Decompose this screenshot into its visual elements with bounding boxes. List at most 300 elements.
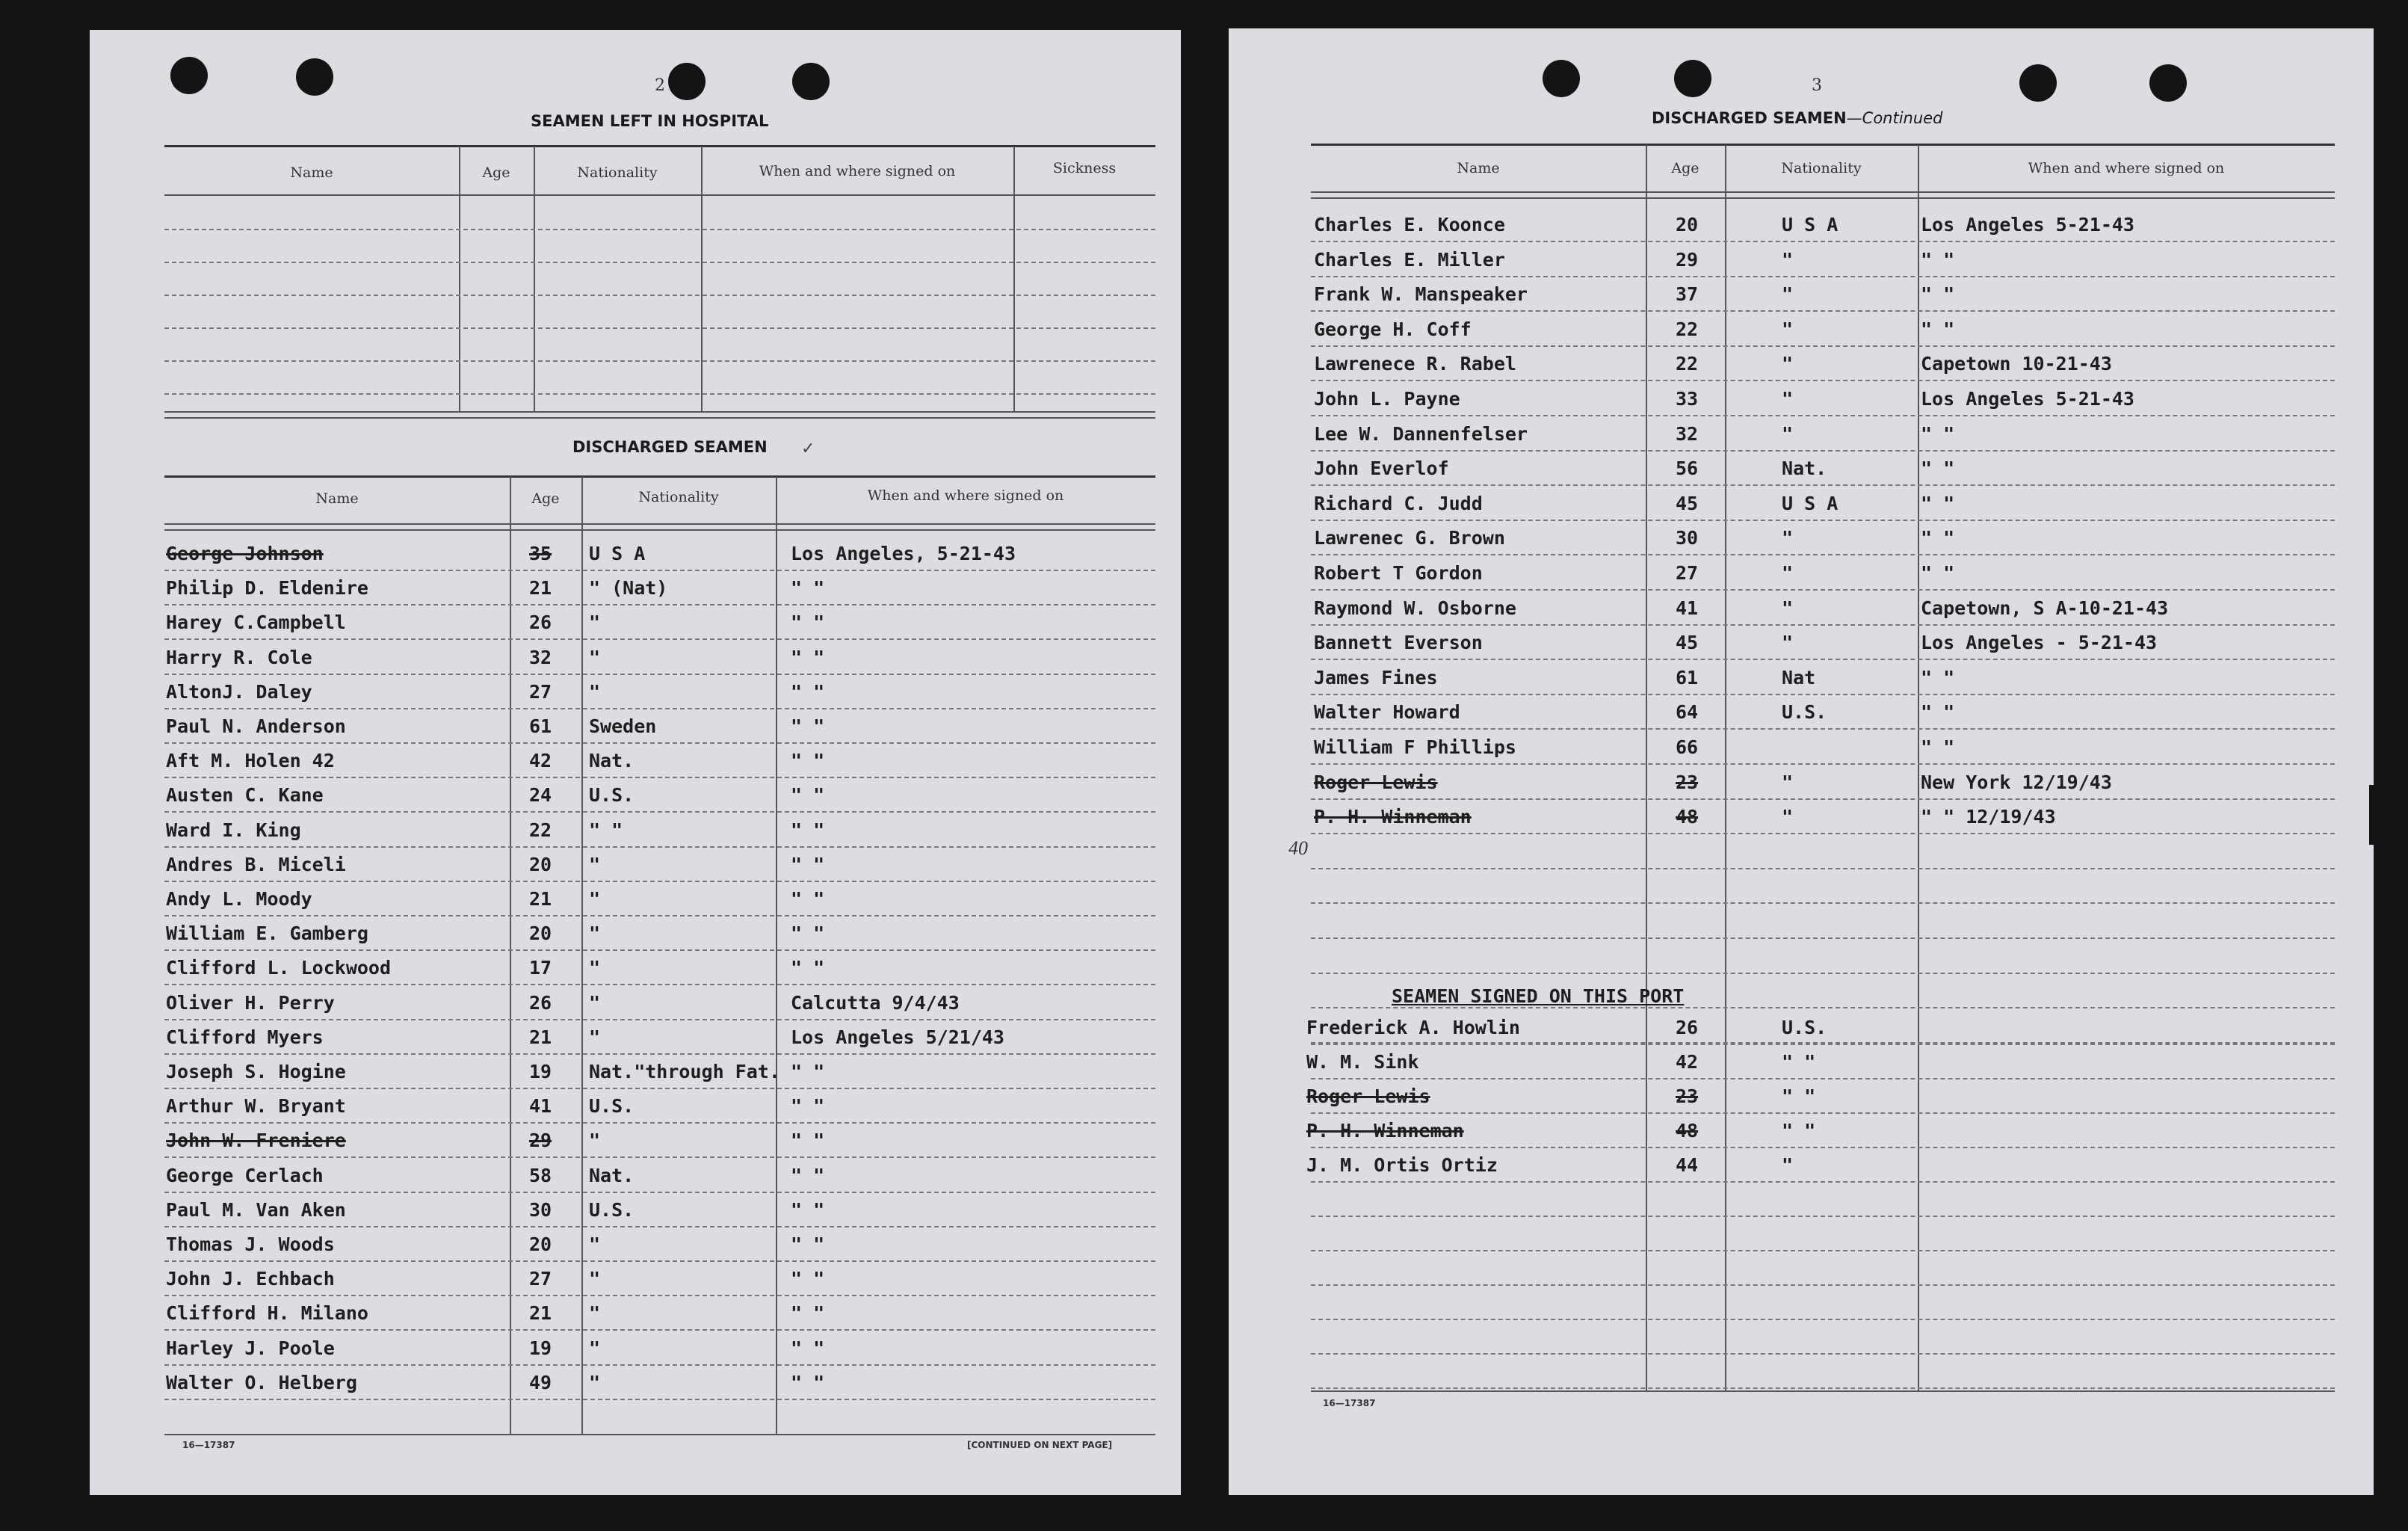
signed-nationality: " ": [1782, 1085, 1816, 1107]
seaman-name: Paul N. Anderson: [166, 715, 346, 737]
signed-name: P. H. Winneman: [1306, 1120, 1464, 1142]
seaman-name: AltonJ. Daley: [166, 681, 312, 703]
seaman-signed-on: " ": [791, 1302, 825, 1324]
margin-note: 40: [1288, 837, 1308, 859]
seaman-age: 30: [529, 1199, 552, 1221]
continued-note: [CONTINUED ON NEXT PAGE]: [967, 1440, 1113, 1450]
divider: [1311, 191, 2335, 193]
seaman-signed-on: " ": [791, 1337, 825, 1359]
row-rule: [1311, 1112, 2335, 1114]
signed-name: W. M. Sink: [1306, 1051, 1419, 1073]
row-rule: [164, 393, 1155, 395]
seaman-nationality: ": [1782, 632, 1794, 653]
header-signed-on: When and where signed on: [2028, 160, 2225, 176]
seaman-name: William E. Gamberg: [166, 922, 368, 944]
hospital-header-signed-on: When and where signed on: [759, 163, 956, 179]
seaman-name: Raymond W. Osborne: [1314, 597, 1516, 619]
row-rule: [1311, 241, 2335, 242]
seaman-age: 20: [529, 922, 552, 944]
seaman-signed-on: " ": [1921, 736, 1955, 758]
seaman-name: Joseph S. Hogine: [166, 1061, 346, 1082]
seaman-nationality: ": [1782, 423, 1794, 445]
header-nationality: Nationality: [1781, 160, 1862, 176]
seaman-nationality: " ": [589, 819, 623, 841]
seaman-name: William F Phillips: [1314, 736, 1516, 758]
row-rule: [164, 638, 1155, 640]
divider: [164, 529, 1155, 531]
signed-nationality: ": [1782, 1154, 1794, 1176]
divider: [1013, 147, 1015, 413]
row-rule: [164, 360, 1155, 362]
row-rule: [164, 1156, 1155, 1158]
check-mark: ✓: [801, 440, 815, 458]
seaman-signed-on: " ": [1921, 493, 1955, 514]
seaman-nationality: ": [589, 854, 601, 875]
seaman-signed-on: " ": [791, 1199, 825, 1221]
divider: [164, 411, 1155, 413]
seaman-nationality: ": [589, 1337, 601, 1359]
seaman-nationality: U.S.: [589, 1095, 635, 1117]
seaman-age: 29: [1676, 249, 1699, 271]
signed-age: 48: [1676, 1120, 1699, 1142]
seaman-signed-on: Los Angeles - 5-21-43: [1921, 632, 2158, 653]
seaman-name: Austen C. Kane: [166, 784, 324, 806]
punch-hole: [668, 63, 706, 100]
row-rule: [1311, 1147, 2335, 1148]
seaman-name: Walter Howard: [1314, 701, 1460, 723]
seaman-age: 21: [529, 577, 552, 599]
seaman-signed-on: " ": [1921, 527, 1955, 549]
signed-nationality: " ": [1782, 1120, 1816, 1142]
hospital-header-nationality: Nationality: [577, 164, 658, 181]
row-rule: [1311, 833, 2335, 834]
seaman-name: John Everlof: [1314, 458, 1449, 479]
seaman-signed-on: " ": [791, 888, 825, 910]
seaman-name: John L. Payne: [1314, 388, 1460, 410]
seaman-nationality: Nat.: [589, 750, 635, 771]
seaman-nationality: ": [1782, 597, 1794, 619]
row-rule: [164, 949, 1155, 951]
seaman-age: 32: [1676, 423, 1699, 445]
seaman-age: 21: [529, 1026, 552, 1048]
seaman-age: 29: [529, 1130, 552, 1151]
discharged-continued-title: [1652, 109, 1942, 127]
row-rule: [1311, 973, 2335, 974]
row-rule: [1311, 763, 2335, 765]
seaman-age: 24: [529, 784, 552, 806]
discharged-header-nationality: Nationality: [638, 489, 719, 505]
seaman-nationality: ": [589, 992, 601, 1014]
seaman-signed-on: " ": [791, 577, 825, 599]
seaman-name: Robert T Gordon: [1314, 562, 1483, 584]
seaman-signed-on: New York 12/19/43: [1921, 771, 2112, 793]
divider: [1646, 145, 1647, 1392]
seaman-nationality: ": [589, 1268, 601, 1290]
punch-hole: [296, 58, 333, 96]
seaman-name: Richard C. Judd: [1314, 493, 1483, 514]
signed-nationality: U.S.: [1782, 1017, 1827, 1038]
hospital-title: SEAMEN LEFT IN HOSPITAL: [531, 112, 769, 130]
seaman-signed-on: " ": [791, 1165, 825, 1186]
row-rule: [164, 327, 1155, 329]
row-rule: [1311, 1319, 2335, 1320]
seaman-nationality: " (Nat): [589, 577, 668, 599]
punch-hole: [2019, 64, 2057, 102]
seaman-age: 45: [1676, 493, 1699, 514]
seaman-signed-on: " ": [791, 1372, 825, 1393]
seaman-age: 26: [529, 992, 552, 1014]
row-rule: [164, 604, 1155, 606]
signed-age: 42: [1676, 1051, 1699, 1073]
row-rule: [164, 1295, 1155, 1296]
seaman-nationality: U S A: [1782, 493, 1839, 514]
hospital-header-name: Name: [290, 164, 333, 181]
divider: [164, 145, 1155, 147]
seaman-nationality: ": [589, 888, 601, 910]
row-rule: [1311, 310, 2335, 312]
seaman-age: 27: [1676, 562, 1699, 584]
row-rule: [1311, 589, 2335, 591]
row-rule: [164, 984, 1155, 985]
punch-hole: [1543, 60, 1580, 97]
seaman-name: Oliver H. Perry: [166, 992, 335, 1014]
seaman-name: Ward I. King: [166, 819, 301, 841]
seaman-nationality: ": [1782, 806, 1794, 828]
seaman-age: 30: [1676, 527, 1699, 549]
seaman-signed-on: " ": [791, 1095, 825, 1117]
discharged-title: DISCHARGED SEAMEN: [572, 438, 768, 456]
row-rule: [164, 229, 1155, 230]
seaman-age: 32: [529, 647, 552, 668]
form-number: 16—17387: [182, 1440, 235, 1450]
seaman-signed-on: Los Angeles 5-21-43: [1921, 214, 2134, 235]
seaman-age: 27: [529, 681, 552, 703]
row-rule: [1311, 1007, 2335, 1008]
seaman-nationality: ": [1782, 388, 1794, 410]
seaman-age: 22: [1676, 318, 1699, 340]
seaman-name: Frank W. Manspeaker: [1314, 283, 1528, 305]
seaman-age: 22: [1676, 353, 1699, 375]
seaman-name: Andy L. Moody: [166, 888, 312, 910]
seaman-signed-on: " ": [1921, 562, 1955, 584]
row-rule: [1311, 937, 2335, 939]
seaman-nationality: U.S.: [589, 1199, 635, 1221]
seaman-signed-on: " ": [791, 784, 825, 806]
divider: [164, 523, 1155, 525]
seaman-age: 21: [529, 888, 552, 910]
seaman-name: Charles E. Koonce: [1314, 214, 1505, 235]
seaman-signed-on: " ": [1921, 701, 1955, 723]
seaman-age: 35: [529, 543, 552, 564]
seaman-name: Aft M. Holen 42: [166, 750, 335, 771]
seaman-nationality: ": [589, 957, 601, 979]
signed-name: J. M. Ortis Ortiz: [1306, 1154, 1498, 1176]
seaman-signed-on: " ": [1921, 283, 1955, 305]
seaman-age: 37: [1676, 283, 1699, 305]
seaman-nationality: ": [589, 1233, 601, 1255]
seaman-age: 20: [529, 1233, 552, 1255]
row-rule: [164, 742, 1155, 744]
seaman-nationality: ": [589, 1130, 601, 1151]
seaman-nationality: ": [589, 1372, 601, 1393]
seaman-name: Walter O. Helberg: [166, 1372, 357, 1393]
row-rule: [1311, 450, 2335, 452]
row-rule: [1311, 798, 2335, 800]
seaman-age: 22: [529, 819, 552, 841]
seaman-age: 61: [529, 715, 552, 737]
seaman-name: Thomas J. Woods: [166, 1233, 335, 1255]
signed-age: 44: [1676, 1154, 1699, 1176]
row-rule: [1311, 624, 2335, 626]
row-rule: [1311, 1216, 2335, 1217]
row-rule: [1311, 345, 2335, 347]
divider: [1311, 1390, 2335, 1392]
seaman-nationality: U S A: [589, 543, 646, 564]
seaman-nationality: ": [589, 647, 601, 668]
seaman-age: 48: [1676, 806, 1699, 828]
seaman-signed-on: " ": [1921, 249, 1955, 271]
row-rule: [1311, 728, 2335, 730]
seaman-signed-on: " ": [1921, 423, 1955, 445]
row-rule: [164, 570, 1155, 571]
row-rule: [1311, 868, 2335, 869]
seaman-age: 21: [529, 1302, 552, 1324]
row-rule: [1311, 415, 2335, 416]
seaman-signed-on: " ": [791, 1130, 825, 1151]
row-rule: [1311, 902, 2335, 904]
row-rule: [1311, 554, 2335, 555]
punch-hole: [170, 57, 208, 94]
punch-hole: [2149, 64, 2187, 102]
seaman-signed-on: Los Angeles 5/21/43: [791, 1026, 1004, 1048]
divider: [1725, 145, 1726, 1392]
seaman-nationality: ": [589, 681, 601, 703]
seaman-name: Paul M. Van Aken: [166, 1199, 346, 1221]
row-rule: [164, 846, 1155, 848]
row-rule: [1311, 694, 2335, 695]
seaman-name: Lawrenec G. Brown: [1314, 527, 1505, 549]
seaman-age: 41: [529, 1095, 552, 1117]
row-rule: [1311, 1078, 2335, 1079]
signed-name: Frederick A. Howlin: [1306, 1017, 1520, 1038]
seaman-nationality: ": [1782, 562, 1794, 584]
header-name: Name: [1457, 160, 1500, 176]
seaman-name: Clifford Myers: [166, 1026, 324, 1048]
row-rule: [164, 881, 1155, 882]
seaman-nationality: ": [589, 612, 601, 633]
row-rule: [164, 1329, 1155, 1331]
seaman-name: P. H. Winneman: [1314, 806, 1472, 828]
discharged-header-signed-on: When and where signed on: [867, 487, 1064, 504]
seaman-signed-on: " ": [791, 1233, 825, 1255]
seaman-age: 19: [529, 1337, 552, 1359]
row-rule: [164, 708, 1155, 709]
seaman-age: 27: [529, 1268, 552, 1290]
row-rule: [1311, 276, 2335, 277]
row-rule: [164, 915, 1155, 917]
seaman-signed-on: " ": [791, 922, 825, 944]
divider: [1311, 197, 2335, 199]
row-rule: [1311, 484, 2335, 486]
seaman-nationality: ": [1782, 318, 1794, 340]
form-number: 16—17387: [1323, 1398, 1376, 1408]
punch-hole: [792, 63, 830, 100]
divider: [534, 147, 535, 413]
seaman-nationality: Nat."through Fat.: [589, 1061, 780, 1082]
seaman-age: 42: [529, 750, 552, 771]
row-rule: [164, 811, 1155, 813]
seaman-signed-on: " ": [1921, 458, 1955, 479]
seaman-name: John W. Freniere: [166, 1130, 346, 1151]
title-continued: —Continued: [1846, 109, 1943, 127]
seaman-nationality: ": [1782, 353, 1794, 375]
discharged-header-age: Age: [531, 490, 560, 507]
row-rule: [1311, 1181, 2335, 1183]
seaman-signed-on: " ": [791, 1268, 825, 1290]
seaman-nationality: U.S.: [1782, 701, 1827, 723]
seaman-signed-on: " ": [791, 750, 825, 771]
signed-name: Roger Lewis: [1306, 1085, 1430, 1107]
seaman-name: Philip D. Eldenire: [166, 577, 368, 599]
signed-on-title: SEAMEN SIGNED ON THIS PORT: [1392, 985, 1685, 1007]
seaman-nationality: Nat: [1782, 667, 1816, 689]
row-rule: [1311, 1284, 2335, 1286]
row-rule: [164, 1260, 1155, 1262]
seaman-name: John J. Echbach: [166, 1268, 335, 1290]
row-rule: [164, 777, 1155, 778]
seaman-name: Lawrenece R. Rabel: [1314, 353, 1516, 375]
row-rule: [164, 1053, 1155, 1055]
seaman-nationality: ": [589, 1026, 601, 1048]
seaman-age: 23: [1676, 771, 1699, 793]
header-age: Age: [1671, 160, 1700, 176]
divider: [164, 1434, 1155, 1435]
row-rule: [164, 1192, 1155, 1193]
divider: [164, 417, 1155, 419]
seaman-age: 20: [1676, 214, 1699, 235]
seaman-signed-on: " ": [791, 957, 825, 979]
seaman-signed-on: " ": [791, 612, 825, 633]
seaman-age: 41: [1676, 597, 1699, 619]
seaman-name: Harley J. Poole: [166, 1337, 335, 1359]
row-rule: [164, 295, 1155, 296]
seaman-name: Clifford H. Milano: [166, 1302, 368, 1324]
seaman-name: James Fines: [1314, 667, 1438, 689]
seaman-signed-on: Capetown, S A-10-21-43: [1921, 597, 2169, 619]
page-number: 3: [1812, 76, 1822, 95]
seaman-nationality: Nat.: [1782, 458, 1827, 479]
row-rule: [1311, 1250, 2335, 1251]
row-rule: [1311, 520, 2335, 521]
divider: [164, 475, 1155, 478]
seaman-name: Bannett Everson: [1314, 632, 1483, 653]
seaman-name: Harry R. Cole: [166, 647, 312, 668]
seaman-name: George Johnson: [166, 543, 324, 564]
page-number: 2: [655, 76, 665, 95]
right-page: [1229, 28, 2374, 1495]
seaman-age: 58: [529, 1165, 552, 1186]
seaman-age: 49: [529, 1372, 552, 1393]
seaman-name: Harey C.Campbell: [166, 612, 346, 633]
row-rule: [1311, 1044, 2335, 1045]
seaman-name: Andres B. Miceli: [166, 854, 346, 875]
seaman-age: 17: [529, 957, 552, 979]
seaman-name: Arthur W. Bryant: [166, 1095, 346, 1117]
seaman-signed-on: " ": [1921, 318, 1955, 340]
row-rule: [1311, 1353, 2335, 1355]
seaman-signed-on: Calcutta 9/4/43: [791, 992, 960, 1014]
seaman-age: 56: [1676, 458, 1699, 479]
seaman-signed-on: " ": [791, 1061, 825, 1082]
seaman-signed-on: " ": [791, 819, 825, 841]
divider: [1918, 145, 1919, 1392]
torn-edge: [2369, 785, 2387, 845]
seaman-signed-on: " ": [791, 681, 825, 703]
row-rule: [164, 1088, 1155, 1089]
seaman-signed-on: " ": [791, 647, 825, 668]
hospital-header-sickness: Sickness: [1052, 160, 1117, 176]
seaman-age: 20: [529, 854, 552, 875]
seaman-age: 19: [529, 1061, 552, 1082]
seaman-signed-on: Capetown 10-21-43: [1921, 353, 2112, 375]
seaman-age: 33: [1676, 388, 1699, 410]
punch-hole: [1674, 60, 1711, 97]
seaman-name: Clifford L. Lockwood: [166, 957, 392, 979]
discharged-header-name: Name: [315, 490, 359, 507]
seaman-nationality: ": [589, 1302, 601, 1324]
row-rule: [164, 1399, 1155, 1400]
row-rule: [164, 1019, 1155, 1020]
row-rule: [1311, 380, 2335, 381]
seaman-name: George H. Coff: [1314, 318, 1472, 340]
seaman-name: George Cerlach: [166, 1165, 324, 1186]
seaman-nationality: ": [1782, 527, 1794, 549]
seaman-age: 66: [1676, 736, 1699, 758]
hospital-header-age: Age: [482, 164, 510, 181]
seaman-signed-on: " ": [791, 854, 825, 875]
divider: [1311, 144, 2335, 146]
seaman-nationality: ": [1782, 283, 1794, 305]
seaman-age: 45: [1676, 632, 1699, 653]
seaman-nationality: Sweden: [589, 715, 657, 737]
seaman-signed-on: " ": [791, 715, 825, 737]
seaman-signed-on: " " 12/19/43: [1921, 806, 2056, 828]
seaman-age: 61: [1676, 667, 1699, 689]
row-rule: [1311, 1387, 2335, 1389]
title-text: DISCHARGED SEAMEN: [1652, 109, 1847, 127]
seaman-signed-on: Los Angeles, 5-21-43: [791, 543, 1016, 564]
row-rule: [164, 1226, 1155, 1227]
seaman-nationality: U.S.: [589, 784, 635, 806]
signed-age: 26: [1676, 1017, 1699, 1038]
seaman-nationality: ": [1782, 771, 1794, 793]
divider: [164, 194, 1155, 196]
seaman-nationality: ": [589, 922, 601, 944]
divider: [459, 147, 460, 413]
row-rule: [1311, 659, 2335, 660]
seaman-age: 64: [1676, 701, 1699, 723]
seaman-age: 26: [529, 612, 552, 633]
divider: [776, 477, 777, 1434]
seaman-name: Charles E. Miller: [1314, 249, 1505, 271]
divider: [581, 477, 583, 1434]
seaman-signed-on: Los Angeles 5-21-43: [1921, 388, 2134, 410]
seaman-signed-on: " ": [1921, 667, 1955, 689]
row-rule: [164, 674, 1155, 675]
signed-nationality: " ": [1782, 1051, 1816, 1073]
seaman-name: Roger Lewis: [1314, 771, 1438, 793]
seaman-nationality: ": [1782, 249, 1794, 271]
